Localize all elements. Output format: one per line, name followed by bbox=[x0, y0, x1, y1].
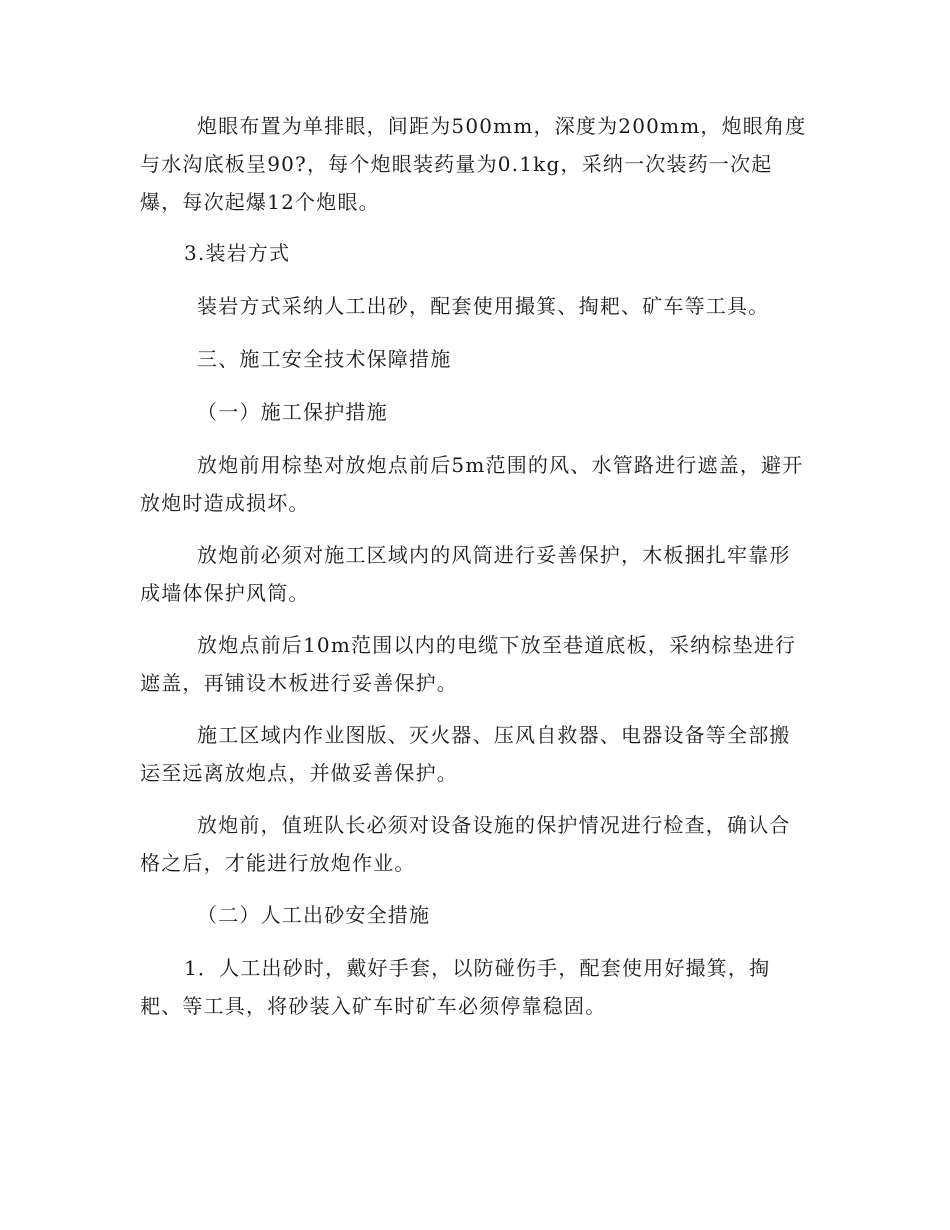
heading-safety-measures: 三、施工安全技术保障措施 bbox=[197, 347, 452, 371]
paragraph-inspection: 放炮前，值班队长必须对设备设施的保护情况进行检查，确认合格之后，才能进行放炮作业。 bbox=[140, 813, 791, 875]
paragraph-blasting-layout: 炮眼布置为单排眼，间距为500mm，深度为200mm，炮眼角度与水沟底板呈90?，每个炮眼装药量为0.1kg，采纳一次装药一次起爆，每次起爆12个炮眼。 bbox=[140, 114, 807, 214]
heading-sand-removal-safety: （二）人工出砂安全措施 bbox=[197, 903, 431, 927]
paragraph-sand-removal-item-1: 1．人工出砂时，戴好手套，以防碰伤手，配套使用好撮箕，掏耙、等工具，将砂装入矿车时矿车必须停靠稳固。 bbox=[140, 956, 771, 1018]
paragraph-pipe-cover: 放炮前用棕垫对放炮点前后5m范围的风、水管路进行遮盖，避开放炮时造成损坏。 bbox=[140, 453, 804, 515]
paragraph-equipment-relocation: 施工区域内作业图版、灭火器、压风自救器、电器设备等全部搬运至远离放炮点，并做妥善保护。 bbox=[140, 723, 791, 785]
heading-loading-method: 3.装岩方式 bbox=[184, 241, 291, 265]
paragraph-duct-protection: 放炮前必须对施工区域内的风筒进行妥善保护，木板捆扎牢靠形成墙体保护风筒。 bbox=[140, 543, 791, 605]
heading-protection-measures: （一）施工保护措施 bbox=[197, 400, 388, 424]
paragraph-loading-method: 装岩方式采纳人工出砂，配套使用撮箕、掏耙、矿车等工具。 bbox=[197, 294, 770, 318]
paragraph-cable-protection: 放炮点前后10m范围以内的电缆下放至巷道底板，采纳棕垫进行遮盖，再铺设木板进行妥善保护。 bbox=[140, 633, 797, 695]
